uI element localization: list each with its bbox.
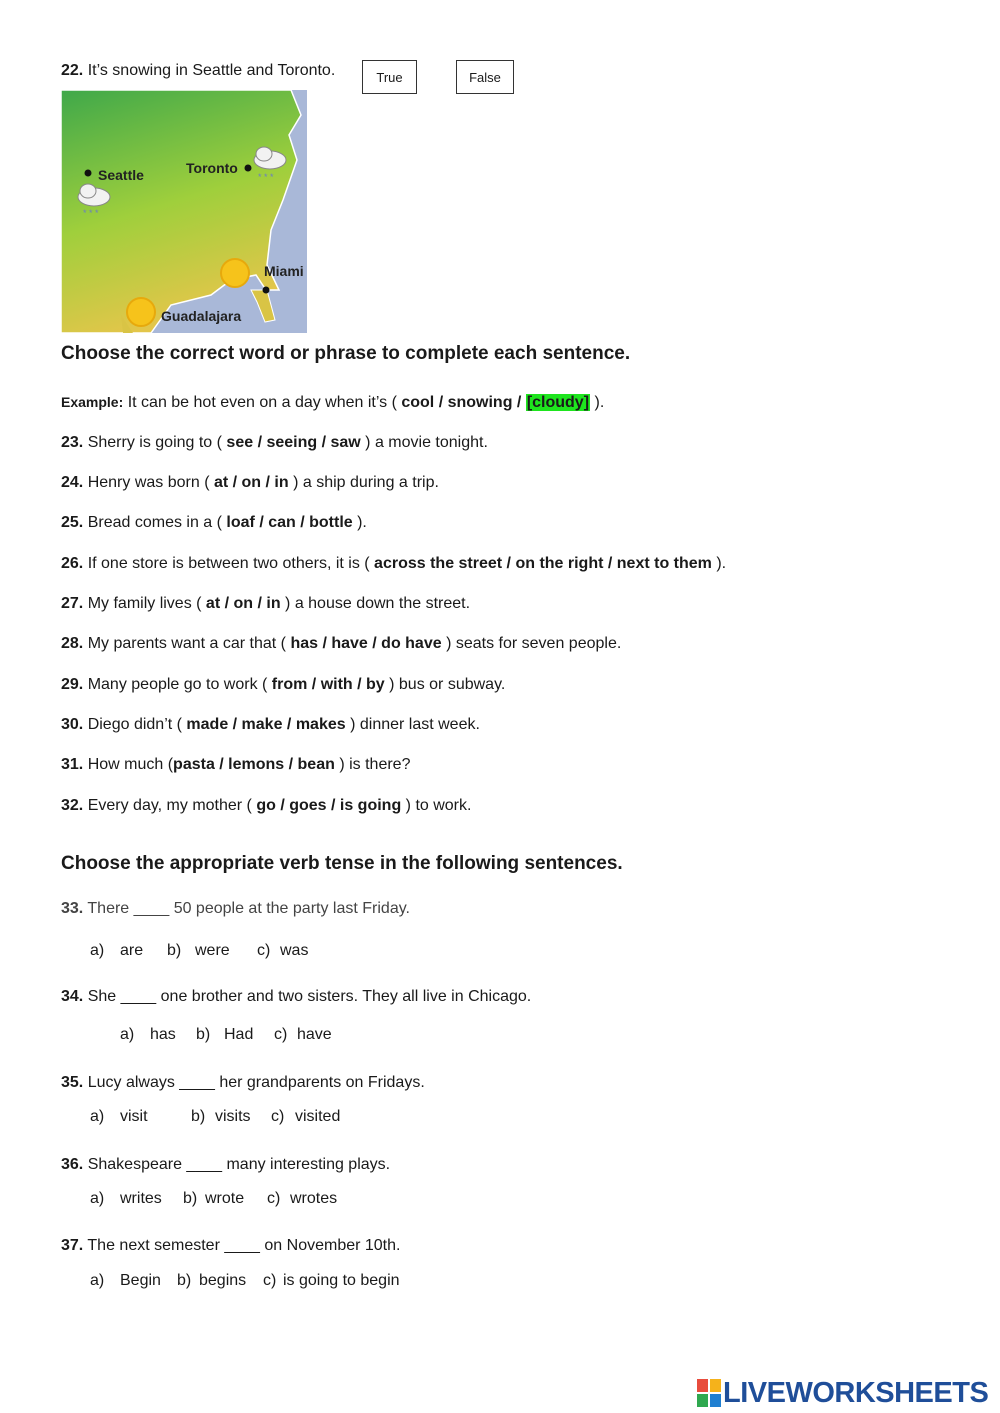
answer-options[interactable]: pasta / lemons / bean <box>173 756 335 773</box>
false-label: False <box>469 69 501 85</box>
option-c[interactable]: have <box>297 1026 332 1043</box>
toronto-dot <box>245 165 252 172</box>
question-number: 32. <box>61 797 84 814</box>
option-b[interactable]: Had <box>224 1026 254 1043</box>
question-text: It’s snowing in Seattle and Toronto. <box>87 62 336 79</box>
question-text-end: ). <box>352 514 367 531</box>
option-letter: b) <box>183 1190 198 1207</box>
miami-dot <box>263 287 270 294</box>
options-33 <box>90 942 308 960</box>
sun-icon <box>221 259 249 287</box>
question-35 <box>61 1073 425 1093</box>
question-33 <box>61 899 410 919</box>
sun-icon <box>127 298 155 326</box>
option-c[interactable]: wrotes <box>290 1190 338 1207</box>
svg-text:* * *: * * * <box>258 172 274 182</box>
question-text-end: ) a ship during a trip. <box>288 474 439 491</box>
question-number: 35. <box>61 1074 84 1091</box>
question-text-end: ) seats for seven people. <box>441 635 622 652</box>
question-number: 26. <box>61 555 84 572</box>
option-letter: a) <box>90 1190 105 1207</box>
option-b[interactable]: visits <box>215 1108 251 1125</box>
question-29 <box>61 675 505 695</box>
option-b[interactable]: wrote <box>205 1190 245 1207</box>
section-heading-choose-word: Choose the correct word or phrase to complete each sentence. <box>61 343 631 364</box>
seattle-dot <box>85 170 92 177</box>
question-text: If one store is between two others, it is ( <box>83 555 375 572</box>
question-text-end: ) is there? <box>334 756 411 773</box>
question-30 <box>61 715 480 735</box>
question-number: 25. <box>61 514 84 531</box>
question-text: Every day, my mother ( <box>83 797 257 814</box>
answer-options[interactable]: loaf / can / bottle <box>226 514 353 531</box>
guadalajara-label: Guadalajara <box>161 308 242 324</box>
question-number: 30. <box>61 716 84 733</box>
option-letter: c) <box>263 1272 277 1289</box>
option-letter: c) <box>267 1190 281 1207</box>
question-number: 37. <box>61 1237 84 1254</box>
option-letter: c) <box>257 942 271 959</box>
question-text: Lucy always ____ her grandparents on Fridays. <box>83 1074 425 1091</box>
example-answer: [cloudy] <box>526 394 590 411</box>
question-text: There ____ 50 people at the party last Friday. <box>83 900 410 917</box>
question-23 <box>61 433 488 453</box>
option-letter: a) <box>90 1272 105 1289</box>
question-number: 22. <box>61 62 84 79</box>
question-number: 23. <box>61 434 84 451</box>
option-letter: a) <box>120 1026 135 1043</box>
question-number: 29. <box>61 676 84 693</box>
question-text: My family lives ( <box>83 595 206 612</box>
question-text: The next semester ____ on November 10th. <box>83 1237 401 1254</box>
question-34 <box>61 987 531 1007</box>
option-letter: c) <box>271 1108 285 1125</box>
question-28 <box>61 634 621 654</box>
option-letter: b) <box>191 1108 206 1125</box>
options-37 <box>90 1272 400 1290</box>
question-text: She ____ one brother and two sisters. They all live in Chicago. <box>83 988 532 1005</box>
liveworksheets-logo[interactable] <box>697 1377 988 1409</box>
option-a[interactable]: Begin <box>120 1272 161 1289</box>
question-text: Shakespeare ____ many interesting plays. <box>83 1156 391 1173</box>
question-text-end: ) a house down the street. <box>280 595 471 612</box>
option-a[interactable]: writes <box>120 1190 162 1207</box>
liveworksheets-wordmark: LIVEWORKSHEETS <box>723 1376 989 1409</box>
question-24 <box>61 473 439 493</box>
option-c[interactable]: is going to begin <box>283 1272 400 1289</box>
question-32 <box>61 796 471 816</box>
option-c[interactable]: was <box>280 942 309 959</box>
question-number: 27. <box>61 595 84 612</box>
question-text: Bread comes in a ( <box>83 514 227 531</box>
question-text: Sherry is going to ( <box>83 434 227 451</box>
option-a[interactable]: are <box>120 942 144 959</box>
question-text-end: ) bus or subway. <box>384 676 506 693</box>
question-number: 28. <box>61 635 84 652</box>
question-number: 33. <box>61 900 84 917</box>
question-number: 36. <box>61 1156 84 1173</box>
true-label: True <box>376 69 403 85</box>
options-35 <box>90 1108 340 1126</box>
miami-label: Miami <box>264 263 304 279</box>
question-26 <box>61 554 726 574</box>
option-letter: b) <box>196 1026 211 1043</box>
example-pre: It can be hot even on a day when it’s ( <box>127 394 402 411</box>
section-heading-verb-tense: Choose the appropriate verb tense in the following sentences. <box>61 853 623 874</box>
option-letter: b) <box>167 942 182 959</box>
example-label: Example: <box>61 394 124 410</box>
answer-options[interactable]: made / make / makes <box>186 716 346 733</box>
options-34 <box>120 1026 332 1044</box>
option-c[interactable]: visited <box>295 1108 341 1125</box>
question-text: Henry was born ( <box>83 474 214 491</box>
weather-map-image <box>61 90 307 333</box>
liveworksheets-logo-icon <box>697 1379 721 1407</box>
question-text: Diego didn’t ( <box>83 716 187 733</box>
question-number: 24. <box>61 474 84 491</box>
question-text-end: ) to work. <box>401 797 472 814</box>
answer-options[interactable]: across the street / on the right / next to them <box>374 555 712 572</box>
answer-options[interactable]: has / have / do have <box>290 635 442 652</box>
question-text-end: ). <box>711 555 727 572</box>
svg-text:* * *: * * * <box>83 208 99 218</box>
true-button[interactable] <box>362 60 417 94</box>
seattle-label: Seattle <box>98 167 144 183</box>
question-text-end: ) a movie tonight. <box>360 434 488 451</box>
question-25 <box>61 513 367 533</box>
question-number: 34. <box>61 988 84 1005</box>
option-letter: a) <box>90 942 105 959</box>
question-text-end: ) dinner last week. <box>345 716 480 733</box>
question-36 <box>61 1155 390 1175</box>
question-22 <box>61 61 335 81</box>
question-37 <box>61 1236 400 1256</box>
answer-options[interactable]: at / on / in <box>205 595 281 612</box>
toronto-label: Toronto <box>186 160 238 176</box>
option-a[interactable]: visit <box>120 1108 148 1125</box>
answer-options[interactable]: at / on / in <box>213 474 289 491</box>
example-post: ). <box>594 394 605 411</box>
answer-options[interactable]: from / with / by <box>271 676 385 693</box>
option-letter: a) <box>90 1108 105 1125</box>
options-36 <box>90 1190 337 1208</box>
false-button[interactable] <box>456 60 514 94</box>
answer-options[interactable]: go / goes / is going <box>256 797 402 814</box>
question-text: My parents want a car that ( <box>83 635 291 652</box>
example-options: cool / snowing / <box>401 394 526 411</box>
option-b[interactable]: were <box>195 942 230 959</box>
question-27 <box>61 594 470 614</box>
option-letter: b) <box>177 1272 192 1289</box>
example-sentence <box>61 392 604 413</box>
option-letter: c) <box>274 1026 288 1043</box>
question-31 <box>61 755 410 775</box>
option-b[interactable]: begins <box>199 1272 247 1289</box>
question-text: Many people go to work ( <box>83 676 272 693</box>
question-text: How much ( <box>83 756 174 773</box>
answer-options[interactable]: see / seeing / saw <box>226 434 361 451</box>
question-number: 31. <box>61 756 84 773</box>
option-a[interactable]: has <box>150 1026 176 1043</box>
